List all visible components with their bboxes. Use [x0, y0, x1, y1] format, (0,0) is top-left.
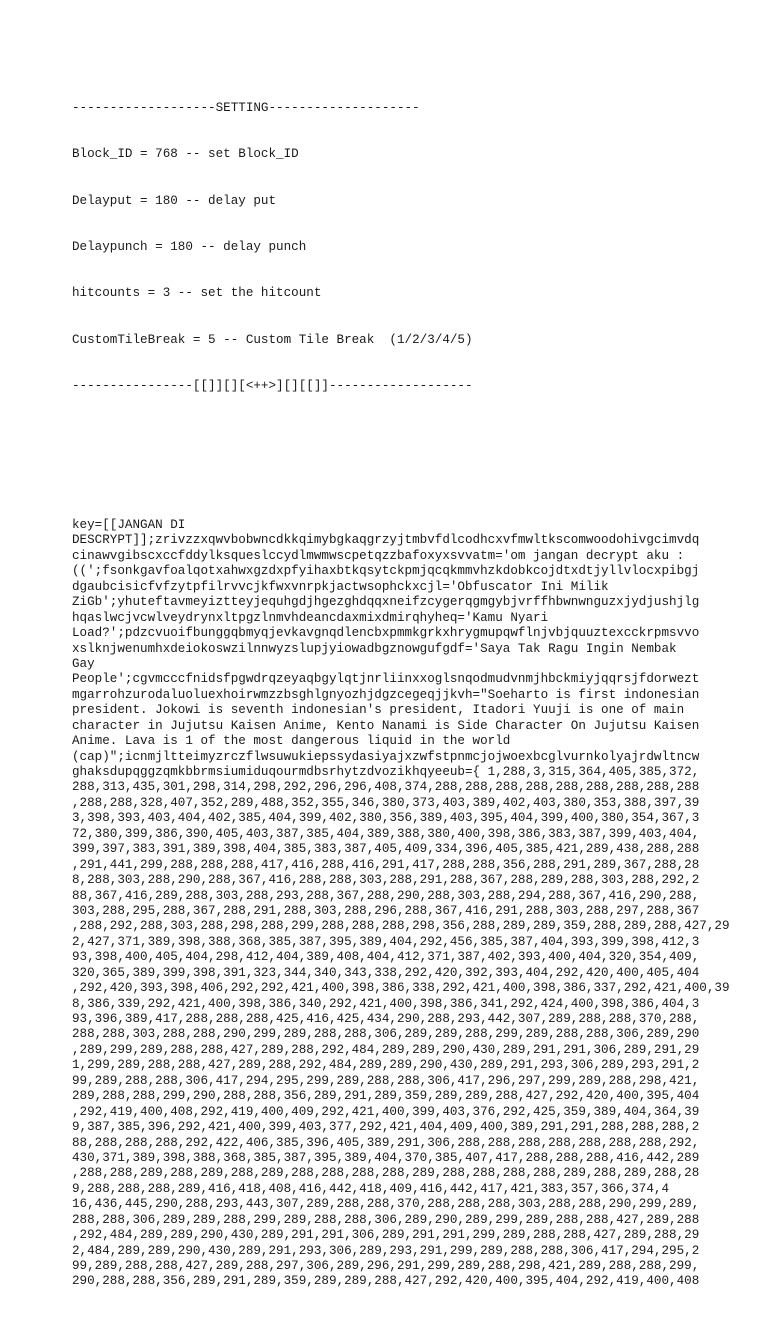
setting-custom-tile-break: CustomTileBreak = 5 -- Custom Tile Break (1/2/3/4/5) [72, 332, 473, 347]
script-line: ,292,420,393,398,406,292,292,421,400,398,386,338,292,421,400,398,386,337,292,421,400,39 [72, 981, 730, 996]
script-line: 93,398,400,405,404,298,412,404,389,408,404,412,371,387,402,393,400,404,320,354,409, [72, 950, 700, 965]
script-line: mgarrohzurodaluoluexhoirwmzzbsghlgnyozhjdgzcegeqjjkvh="Soeharto is first indonesian [72, 687, 700, 702]
script-line: 399,397,383,391,389,398,404,385,383,387,405,409,334,396,405,385,421,289,438,288,288 [72, 842, 700, 857]
script-line: 72,380,399,386,390,405,403,387,385,404,389,388,380,400,398,386,383,387,399,403,404, [72, 826, 700, 841]
script-line: ,288,288,328,407,352,289,488,352,355,346,380,373,403,389,402,403,380,353,388,397,39 [72, 795, 700, 810]
setting-delaypunch: Delaypunch = 180 -- delay punch [72, 239, 307, 254]
script-line: 2,427,371,389,398,388,368,385,387,395,389,404,292,456,385,387,404,393,399,398,412,3 [72, 934, 700, 949]
script-line: 430,371,389,398,388,368,385,387,395,389,404,370,385,407,417,288,288,288,416,442,289 [72, 1150, 700, 1165]
script-line: ghaksdupqggzqmkbbrmsiumiduqourmdbsrhytzdvozikhqyeeub={ 1,288,3,315,364,405,385,372, [72, 765, 700, 780]
script-line: ,289,299,289,288,288,427,289,288,292,484,289,289,290,430,289,291,291,306,289,291,29 [72, 1042, 700, 1057]
script-line: 99,289,288,288,306,417,294,295,299,289,288,288,306,417,296,297,299,289,288,298,421, [72, 1073, 700, 1088]
script-line: 8,288,303,288,290,288,367,416,288,288,303,288,291,288,367,288,289,288,303,288,292,2 [72, 873, 700, 888]
script-line: 88,367,416,289,288,303,288,293,288,367,288,290,288,303,288,294,288,367,416,290,288, [72, 888, 700, 903]
settings-footer: ----------------[[]][][<++>][][[]]------------------- [72, 378, 473, 393]
script-line: ,288,292,288,303,288,298,288,299,288,288,288,298,356,288,289,289,359,288,289,288,427,29 [72, 919, 730, 934]
script-line: Load?';pdzcvuoifbunggqbmyqjevkavgnqdlencbxpmmkgrkxhrygmupqwflnjvbjquuztexcckrpmsvvo [72, 626, 700, 641]
script-line: 303,288,295,288,367,288,291,288,303,288,296,288,367,416,291,288,303,288,297,288,367 [72, 903, 700, 918]
script-line: 9,288,288,288,289,416,418,408,416,442,418,409,416,442,417,421,383,357,366,374,4 [72, 1181, 670, 1196]
script-line: hqaslwcjvcwlveydrynxltpgzlnmvhdeancdaxmixdmirqhyheq='Kamu Nyari [72, 610, 549, 625]
script-line: ,291,441,299,288,288,288,417,416,288,416,291,417,288,288,356,288,291,289,367,288,28 [72, 857, 700, 872]
script-line: Anime. Lava is 1 of the most dangerous liquid in the world [72, 734, 511, 749]
script-line: 288,288,306,289,289,288,299,289,288,288,306,289,290,289,299,289,288,288,427,289,288 [72, 1212, 700, 1227]
script-line: 8,386,339,292,421,400,398,386,340,292,421,400,398,386,341,292,424,400,398,386,404,3 [72, 996, 700, 1011]
script-line: cinawvgibscxccfddylksqueslccydlmwmwscpetqzzbafoxyxsvvatm='om jangan decrypt aku : [72, 548, 685, 563]
script-line: key=[[JANGAN DI [72, 518, 186, 533]
script-line: 2,484,289,289,290,430,289,291,293,306,289,293,291,299,289,288,288,306,417,294,295,2 [72, 1243, 700, 1258]
script-line: 16,436,445,290,288,293,443,307,289,288,288,370,288,288,288,303,288,288,290,299,289, [72, 1197, 700, 1212]
settings-header: -------------------SETTING-------------------- [72, 100, 420, 115]
setting-delayput: Delayput = 180 -- delay put [72, 193, 277, 208]
script-line: 93,396,389,417,288,288,288,425,416,425,434,290,288,293,442,307,289,288,288,370,288, [72, 1012, 700, 1027]
script-line: xslknjwenumhxdeiokoswzilnnwyzslupjyiowadbgznowgufgdf='Saya Tak Ragu Ingin Nembak [72, 641, 677, 656]
script-line: 288,288,303,288,288,290,299,289,288,288,306,289,289,288,299,289,288,288,306,289,290 [72, 1027, 700, 1042]
code-block [72, 70, 730, 1321]
script-line: 1,299,289,288,288,427,289,288,292,484,289,289,290,430,289,291,293,306,289,293,291,2 [72, 1058, 700, 1073]
script-line: ,288,288,289,288,289,288,289,288,288,288,288,289,288,288,288,288,289,288,289,288,28 [72, 1166, 700, 1181]
script-line: 3,398,393,403,404,402,385,404,399,402,380,356,389,403,395,404,399,400,380,354,367,3 [72, 811, 700, 826]
script-line: 288,313,435,301,298,314,298,292,296,296,408,374,288,288,288,288,288,288,288,288,288 [72, 780, 700, 795]
script-body [72, 518, 730, 1290]
script-line: 290,288,288,356,289,291,289,359,289,289,288,427,292,420,400,395,404,292,419,400,408 [72, 1274, 700, 1289]
script-line: 99,289,288,288,427,289,288,297,306,289,296,291,299,289,288,298,421,289,288,288,299, [72, 1259, 700, 1274]
script-line: character in Jujutsu Kaisen Anime, Kento Nanami is Side Character On Jujutsu Kaisen [72, 718, 700, 733]
script-line: 9,387,385,396,292,421,400,399,403,377,292,421,404,409,400,389,291,291,288,288,288,2 [72, 1120, 700, 1135]
blank-gap [72, 425, 700, 487]
script-line: DESCRYPT]];zrivzzxqwvbobwncdkkqimybgkaqgrzyjtmbvfdlcodhcxvfmwltkscomwoodohivgcimvdq [72, 533, 700, 548]
setting-block-id: Block_ID = 768 -- set Block_ID [72, 147, 299, 162]
setting-hitcounts: hitcounts = 3 -- set the hitcount [72, 286, 322, 301]
script-line: president. Jokowi is seventh indonesian's president, Itadori Yuuji is one of main [72, 703, 685, 718]
script-line: ZiGb';yhuteftavmeyiztteyjequhgdjhgezghdqqxneifzcygerqgmgybjvrffhbwnwnguzxjydjushjlg [72, 595, 700, 610]
script-line: ,292,484,289,289,290,430,289,291,291,306,289,291,291,299,289,288,288,427,289,288,29 [72, 1228, 700, 1243]
script-line: 289,288,288,299,290,288,288,356,289,291,289,359,289,289,288,427,292,420,400,395,404 [72, 1089, 700, 1104]
script-line: 320,365,389,399,398,391,323,344,340,343,338,292,420,392,393,404,292,420,400,405,404 [72, 965, 700, 980]
script-line: Gay [72, 656, 95, 671]
script-line: dgaubcisicfvfzytpfilrvvcjkfwxvnrpkjactwsophckxcjl='Obfuscator Ini Milik [72, 579, 609, 594]
script-line: People';cgvmcccfnidsfpgwdrqzeyaqbgylqtjnrliinxxoglsnqodmudvnmjhbckmiyjqqrsjfdorwezt [72, 672, 700, 687]
script-line: (cap)";icnmjltteimyzrczflwsuwukiepssydasiyajxzwfstpnmcjojwoexbcglvurnkolyajrdwltncw [72, 749, 700, 764]
script-line: 88,288,288,288,292,422,406,385,396,405,389,291,306,288,288,288,288,288,288,288,292, [72, 1135, 700, 1150]
script-line: ,292,419,400,408,292,419,400,409,292,421,400,399,403,376,292,425,359,389,404,364,39 [72, 1104, 700, 1119]
script-line: ((';fsonkgavfoalqotxahwxgzdxpfyihaxbtkqsytckpmjqcqkmmvhzkdobkcojdtxdtjyllvlocxpibgj [72, 564, 700, 579]
